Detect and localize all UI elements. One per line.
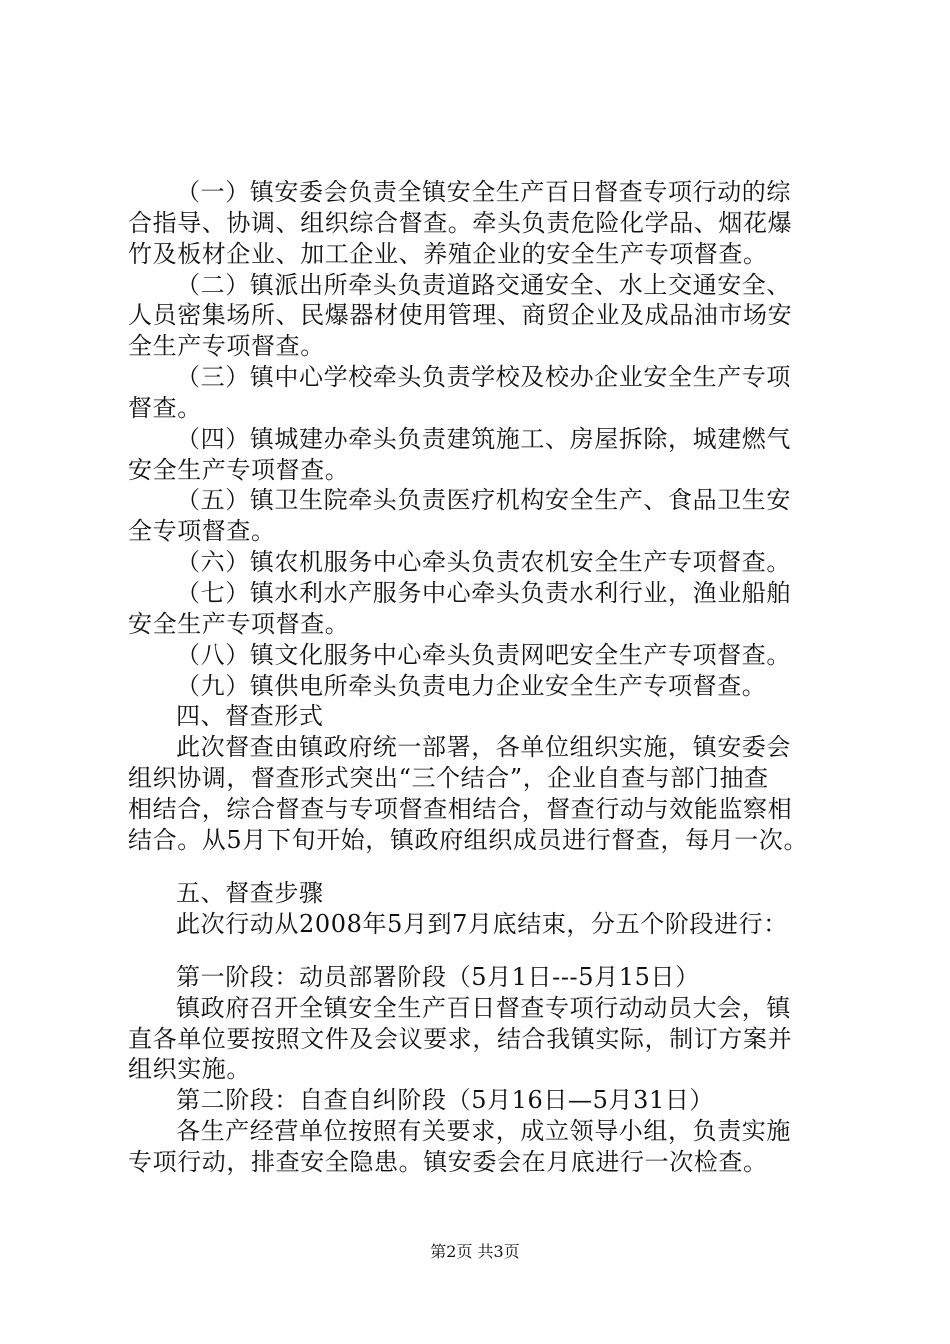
text-line: 镇政府召开全镇安全生产百日督查专项行动动员大会，镇 xyxy=(176,994,791,1022)
text-line: 此次督查由镇政府统一部署，各单位组织实施，镇安委会 xyxy=(176,733,791,761)
text-line: 组织协调，督查形式突出“三个结合”，企业自查与部门抽查 xyxy=(128,764,769,792)
text-line: （六）镇农机服务中心牵头负责农机安全生产专项督查。 xyxy=(176,548,791,576)
text-line: 全生产专项督查。 xyxy=(128,332,325,360)
text-line: 专项行动，排查安全隐患。镇安委会在月底进行一次检查。 xyxy=(128,1148,768,1176)
text-line: （七）镇水利水产服务中心牵头负责水利行业，渔业船舶 xyxy=(176,579,791,607)
text-line: 此次行动从2008年5月到7月底结束，分五个阶段进行： xyxy=(176,910,788,938)
text-line: 安全生产专项督查。 xyxy=(128,610,350,638)
text-line: （九）镇供电所牵头负责电力企业安全生产专项督查。 xyxy=(176,672,767,700)
text-line: 竹及板材企业、加工企业、养殖企业的安全生产专项督查。 xyxy=(128,240,768,268)
text-line: （一）镇安委会负责全镇安全生产百日督查专项行动的综 xyxy=(176,178,791,206)
text-line: （二）镇派出所牵头负责道路交通安全、水上交通安全、 xyxy=(176,271,791,299)
text-line: 人员密集场所、民爆器材使用管理、商贸企业及成品油市场安 xyxy=(128,301,793,329)
text-line: 相结合，综合督查与专项督查相结合，督查行动与效能监察相 xyxy=(128,795,793,823)
text-line: 直各单位要按照文件及会议要求，结合我镇实际，制订方案并 xyxy=(128,1025,793,1053)
text-line: 各生产经营单位按照有关要求，成立领导小组，负责实施 xyxy=(176,1117,791,1145)
text-line: 全专项督查。 xyxy=(128,517,276,545)
text-line: 合指导、协调、组织综合督查。牵头负责危险化学品、烟花爆 xyxy=(128,209,793,237)
text-line: （五）镇卫生院牵头负责医疗机构安全生产、食品卫生安 xyxy=(176,486,791,514)
phase-heading: 第二阶段：自查自纠阶段（5月16日—5月31日） xyxy=(176,1086,715,1114)
phase-heading: 第一阶段：动员部署阶段（5月1日---5月15日） xyxy=(176,963,700,991)
text-line: 结合。从5月下旬开始，镇政府组织成员进行督查，每月一次。 xyxy=(128,826,809,854)
page-footer: 第2页 共3页 xyxy=(430,1242,520,1261)
section-heading: 五、督查步骤 xyxy=(176,879,324,907)
text-line: 安全生产专项督查。 xyxy=(128,456,350,484)
text-line: 督查。 xyxy=(128,394,202,422)
section-heading: 四、督查形式 xyxy=(176,702,324,730)
text-line: （八）镇文化服务中心牵头负责网吧安全生产专项督查。 xyxy=(176,641,791,669)
text-line: （四）镇城建办牵头负责建筑施工、房屋拆除，城建燃气 xyxy=(176,425,791,453)
text-line: 组织实施。 xyxy=(128,1055,251,1083)
text-line: （三）镇中心学校牵头负责学校及校办企业安全生产专项 xyxy=(176,363,791,391)
